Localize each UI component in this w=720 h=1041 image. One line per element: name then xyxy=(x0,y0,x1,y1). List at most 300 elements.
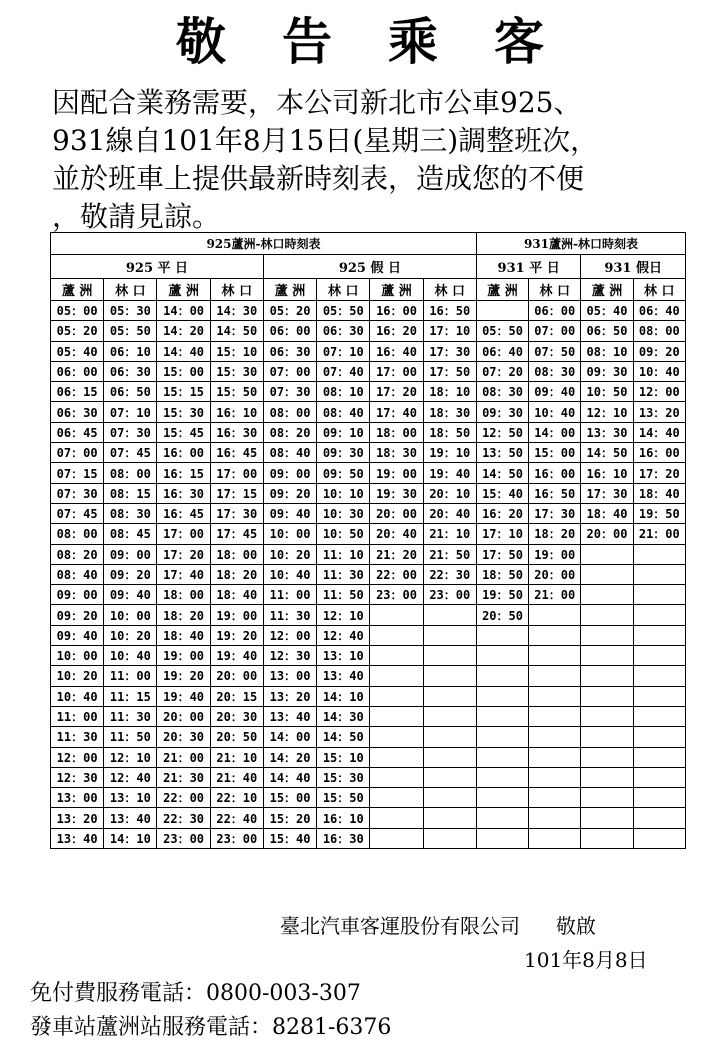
departure-time-cell xyxy=(423,788,476,808)
departure-time-cell xyxy=(476,646,528,666)
departure-time-cell xyxy=(633,564,685,584)
departure-time-cell: 13：30 xyxy=(581,422,633,442)
departure-time-cell: 19：00 xyxy=(370,463,423,483)
departure-time-cell xyxy=(633,727,685,747)
departure-time-cell: 14：30 xyxy=(210,301,263,321)
departure-time-cell xyxy=(476,788,528,808)
departure-time-cell: 18：10 xyxy=(423,382,476,402)
table-row xyxy=(51,443,686,463)
departure-time-cell: 13：00 xyxy=(51,788,104,808)
table-row xyxy=(51,564,686,584)
table-row xyxy=(51,361,686,381)
departure-time-cell: 15：20 xyxy=(263,808,316,828)
departure-time-cell: 15：50 xyxy=(210,382,263,402)
departure-time-cell: 16：10 xyxy=(581,463,633,483)
table-row xyxy=(51,524,686,544)
departure-time-cell xyxy=(476,686,528,706)
departure-time-cell xyxy=(529,788,581,808)
departure-time-cell: 20：00 xyxy=(370,503,423,523)
departure-time-cell: 14：40 xyxy=(157,341,210,361)
departure-time-cell xyxy=(423,767,476,787)
departure-time-cell: 06：15 xyxy=(51,382,104,402)
departure-time-cell: 05：40 xyxy=(581,301,633,321)
table-row xyxy=(51,747,686,767)
departure-time-cell: 14：20 xyxy=(157,321,210,341)
departure-time-cell: 11：00 xyxy=(263,585,316,605)
departure-time-cell xyxy=(423,828,476,848)
departure-time-cell xyxy=(633,828,685,848)
departure-time-cell: 21：00 xyxy=(633,524,685,544)
departure-time-cell: 20：15 xyxy=(210,686,263,706)
column-header: 林 口 xyxy=(104,279,157,301)
departure-time-cell xyxy=(423,666,476,686)
departure-time-cell: 18：20 xyxy=(210,564,263,584)
departure-time-cell: 09：20 xyxy=(104,564,157,584)
departure-time-cell: 23：00 xyxy=(423,585,476,605)
departure-time-cell: 10：30 xyxy=(317,503,370,523)
table-row xyxy=(51,402,686,422)
subgroup-931-holiday: 931 假日 xyxy=(581,255,686,279)
departure-time-cell xyxy=(529,828,581,848)
departure-time-cell: 16：15 xyxy=(157,463,210,483)
departure-time-cell: 20：50 xyxy=(210,727,263,747)
departure-time-cell: 12：00 xyxy=(51,747,104,767)
departure-time-cell: 20：50 xyxy=(476,605,528,625)
departure-time-cell xyxy=(581,564,633,584)
departure-time-cell: 18：00 xyxy=(210,544,263,564)
departure-time-cell: 15：40 xyxy=(476,483,528,503)
departure-time-cell xyxy=(370,686,423,706)
departure-time-cell: 13：20 xyxy=(633,402,685,422)
departure-time-cell: 21：30 xyxy=(157,767,210,787)
departure-time-cell xyxy=(581,767,633,787)
departure-time-cell: 17：40 xyxy=(157,564,210,584)
table-row xyxy=(51,788,686,808)
departure-time-cell: 17：20 xyxy=(370,382,423,402)
departure-time-cell: 15：15 xyxy=(157,382,210,402)
departure-time-cell xyxy=(581,747,633,767)
departure-time-cell: 22：30 xyxy=(423,564,476,584)
departure-time-cell: 12：30 xyxy=(263,646,316,666)
table-row xyxy=(51,686,686,706)
departure-time-cell: 16：30 xyxy=(317,828,370,848)
departure-time-cell: 08：30 xyxy=(529,361,581,381)
departure-time-cell: 06：00 xyxy=(263,321,316,341)
departure-time-cell: 11：30 xyxy=(263,605,316,625)
table-row xyxy=(51,321,686,341)
departure-time-cell: 13：10 xyxy=(317,646,370,666)
table-row xyxy=(51,767,686,787)
departure-time-cell: 08：15 xyxy=(104,483,157,503)
departure-time-cell: 18：50 xyxy=(476,564,528,584)
departure-time-cell: 10：20 xyxy=(104,625,157,645)
column-header: 林 口 xyxy=(210,279,263,301)
departure-time-cell: 18：40 xyxy=(581,503,633,523)
departure-time-cell: 14：00 xyxy=(263,727,316,747)
departure-time-cell: 13：00 xyxy=(263,666,316,686)
departure-time-cell: 22：30 xyxy=(157,808,210,828)
departure-time-cell: 18：30 xyxy=(423,402,476,422)
departure-time-cell: 17：45 xyxy=(210,524,263,544)
departure-time-cell: 09：20 xyxy=(51,605,104,625)
table-row xyxy=(51,625,686,645)
departure-time-cell: 15：00 xyxy=(263,788,316,808)
departure-time-cell xyxy=(581,646,633,666)
departure-time-cell: 08：30 xyxy=(104,503,157,523)
departure-time-cell: 11：00 xyxy=(51,706,104,726)
departure-time-cell: 19：20 xyxy=(210,625,263,645)
departure-time-cell: 05：20 xyxy=(51,321,104,341)
departure-time-cell xyxy=(529,727,581,747)
departure-time-cell: 06：00 xyxy=(529,301,581,321)
group-header-925: 925蘆洲-林口時刻表 xyxy=(51,233,477,255)
departure-time-cell: 16：00 xyxy=(157,443,210,463)
departure-time-cell: 21：40 xyxy=(210,767,263,787)
timetable xyxy=(50,232,686,849)
departure-time-cell: 20：00 xyxy=(581,524,633,544)
departure-time-cell: 15：45 xyxy=(157,422,210,442)
free-service-phone: 免付費服務電話：0800-003-307 xyxy=(30,981,361,1006)
departure-time-cell: 06：30 xyxy=(104,361,157,381)
table-row xyxy=(51,463,686,483)
departure-time-cell: 18：30 xyxy=(370,443,423,463)
departure-time-cell: 06：30 xyxy=(263,341,316,361)
departure-time-cell: 11：15 xyxy=(104,686,157,706)
departure-time-cell: 09：20 xyxy=(263,483,316,503)
departure-time-cell: 20：40 xyxy=(423,503,476,523)
table-row xyxy=(51,605,686,625)
departure-time-cell: 14：10 xyxy=(104,828,157,848)
departure-time-cell xyxy=(370,747,423,767)
departure-time-cell: 09：40 xyxy=(51,625,104,645)
departure-time-cell: 15：40 xyxy=(263,828,316,848)
departure-time-cell xyxy=(633,544,685,564)
departure-time-cell: 19：30 xyxy=(370,483,423,503)
departure-time-cell xyxy=(370,605,423,625)
departure-time-cell xyxy=(633,788,685,808)
column-header: 蘆 洲 xyxy=(476,279,528,301)
departure-time-cell: 12：10 xyxy=(581,402,633,422)
table-row xyxy=(51,706,686,726)
departure-time-cell: 17：00 xyxy=(370,361,423,381)
departure-time-cell xyxy=(370,666,423,686)
table-row xyxy=(51,503,686,523)
departure-time-cell xyxy=(633,747,685,767)
departure-time-cell: 09：00 xyxy=(51,585,104,605)
departure-time-cell: 10：40 xyxy=(51,686,104,706)
departure-time-cell xyxy=(581,727,633,747)
departure-time-cell xyxy=(423,727,476,747)
departure-time-cell: 09：00 xyxy=(263,463,316,483)
departure-time-cell xyxy=(581,666,633,686)
departure-time-cell: 17：50 xyxy=(423,361,476,381)
departure-time-cell: 16：10 xyxy=(317,808,370,828)
departure-time-cell: 19：50 xyxy=(476,585,528,605)
departure-time-cell: 19：00 xyxy=(210,605,263,625)
departure-time-cell: 16：30 xyxy=(157,483,210,503)
departure-time-cell: 10：00 xyxy=(263,524,316,544)
departure-time-cell: 08：20 xyxy=(51,544,104,564)
departure-time-cell: 11：00 xyxy=(104,666,157,686)
departure-time-cell xyxy=(476,747,528,767)
departure-time-cell: 21：10 xyxy=(423,524,476,544)
departure-time-cell: 21：10 xyxy=(210,747,263,767)
departure-time-cell: 09：30 xyxy=(476,402,528,422)
departure-time-cell xyxy=(370,727,423,747)
notice-line: 因配合業務需要，本公司新北市公車925、 xyxy=(52,86,582,119)
departure-time-cell: 06：30 xyxy=(317,321,370,341)
departure-time-cell: 17：50 xyxy=(476,544,528,564)
departure-time-cell: 08：40 xyxy=(51,564,104,584)
departure-time-cell xyxy=(476,706,528,726)
column-header: 蘆 洲 xyxy=(581,279,633,301)
notice-line: 並於班車上提供最新時刻表，造成您的不便 xyxy=(52,162,585,195)
departure-time-cell xyxy=(423,808,476,828)
departure-time-cell: 14：50 xyxy=(581,443,633,463)
departure-time-cell: 23：00 xyxy=(157,828,210,848)
departure-time-cell xyxy=(633,625,685,645)
notice-text xyxy=(52,84,692,236)
departure-time-cell: 08：10 xyxy=(581,341,633,361)
departure-time-cell: 08：00 xyxy=(633,321,685,341)
departure-time-cell xyxy=(529,646,581,666)
departure-time-cell: 13：40 xyxy=(104,808,157,828)
departure-time-cell: 05：50 xyxy=(476,321,528,341)
departure-time-cell xyxy=(370,808,423,828)
departure-time-cell xyxy=(423,706,476,726)
departure-time-cell: 09：40 xyxy=(263,503,316,523)
departure-time-cell: 17：10 xyxy=(476,524,528,544)
departure-time-cell: 16：00 xyxy=(370,301,423,321)
departure-time-cell: 13：20 xyxy=(51,808,104,828)
departure-time-cell: 18：20 xyxy=(157,605,210,625)
departure-time-cell: 13：20 xyxy=(263,686,316,706)
departure-time-cell: 07：10 xyxy=(317,341,370,361)
departure-time-cell: 15：10 xyxy=(210,341,263,361)
notice-line: ，敬請見諒。 xyxy=(52,200,221,233)
departure-time-cell: 20：00 xyxy=(210,666,263,686)
station-service-phone: 發車站蘆洲站服務電話：8281-6376 xyxy=(30,1015,392,1040)
departure-time-cell xyxy=(370,788,423,808)
departure-time-cell: 12：30 xyxy=(51,767,104,787)
departure-time-cell: 08：30 xyxy=(476,382,528,402)
sign-off: 敬啟 xyxy=(556,914,596,938)
departure-time-cell xyxy=(423,625,476,645)
departure-time-cell: 12：00 xyxy=(263,625,316,645)
departure-time-cell: 10：20 xyxy=(51,666,104,686)
departure-time-cell xyxy=(581,828,633,848)
column-header: 林 口 xyxy=(529,279,581,301)
departure-time-cell xyxy=(633,646,685,666)
departure-time-cell xyxy=(423,747,476,767)
departure-time-cell: 19：40 xyxy=(423,463,476,483)
column-header: 林 口 xyxy=(423,279,476,301)
departure-time-cell xyxy=(529,706,581,726)
departure-time-cell: 17：30 xyxy=(210,503,263,523)
departure-time-cell: 09：50 xyxy=(317,463,370,483)
page-title: 敬告乘客 xyxy=(176,13,600,71)
departure-time-cell: 17：30 xyxy=(423,341,476,361)
departure-time-cell: 09：30 xyxy=(581,361,633,381)
departure-time-cell: 09：00 xyxy=(104,544,157,564)
departure-time-cell: 14：10 xyxy=(317,686,370,706)
departure-time-cell: 16：00 xyxy=(529,463,581,483)
departure-time-cell: 20：40 xyxy=(370,524,423,544)
departure-time-cell: 17：20 xyxy=(157,544,210,564)
departure-time-cell: 16：20 xyxy=(476,503,528,523)
departure-time-cell: 19：20 xyxy=(157,666,210,686)
departure-time-cell: 22：00 xyxy=(157,788,210,808)
departure-time-cell xyxy=(633,767,685,787)
departure-time-cell: 12：40 xyxy=(317,625,370,645)
departure-time-cell: 23：00 xyxy=(370,585,423,605)
departure-time-cell: 07：30 xyxy=(51,483,104,503)
departure-time-cell: 07：15 xyxy=(51,463,104,483)
table-row xyxy=(51,666,686,686)
departure-time-cell: 10：40 xyxy=(104,646,157,666)
departure-time-cell: 17：00 xyxy=(210,463,263,483)
departure-time-cell xyxy=(476,808,528,828)
column-header: 蘆 洲 xyxy=(51,279,104,301)
departure-time-cell: 06：50 xyxy=(104,382,157,402)
departure-time-cell xyxy=(529,625,581,645)
departure-time-cell: 17：30 xyxy=(529,503,581,523)
table-row xyxy=(51,544,686,564)
departure-time-cell: 22：10 xyxy=(210,788,263,808)
departure-time-cell: 17：00 xyxy=(157,524,210,544)
departure-time-cell: 18：40 xyxy=(633,483,685,503)
departure-time-cell: 11：50 xyxy=(317,585,370,605)
subgroup-925-weekday: 925 平 日 xyxy=(51,255,264,279)
departure-time-cell: 08：45 xyxy=(104,524,157,544)
departure-time-cell xyxy=(423,646,476,666)
departure-time-cell: 18：50 xyxy=(423,422,476,442)
departure-time-cell: 22：00 xyxy=(370,564,423,584)
departure-time-cell: 19：00 xyxy=(157,646,210,666)
departure-time-cell: 10：50 xyxy=(317,524,370,544)
departure-time-cell: 14：40 xyxy=(633,422,685,442)
table-row xyxy=(51,808,686,828)
departure-time-cell: 07：50 xyxy=(529,341,581,361)
departure-time-cell xyxy=(370,625,423,645)
departure-time-cell: 07：40 xyxy=(317,361,370,381)
column-header: 林 口 xyxy=(317,279,370,301)
departure-time-cell: 10：40 xyxy=(263,564,316,584)
table-row xyxy=(51,646,686,666)
departure-time-cell: 20：30 xyxy=(157,727,210,747)
departure-time-cell: 08：20 xyxy=(263,422,316,442)
departure-time-cell: 10：10 xyxy=(317,483,370,503)
departure-time-cell: 20：00 xyxy=(157,706,210,726)
table-row xyxy=(51,828,686,848)
departure-time-cell: 07：00 xyxy=(529,321,581,341)
departure-time-cell: 11：10 xyxy=(317,544,370,564)
departure-time-cell: 16：45 xyxy=(210,443,263,463)
departure-time-cell: 16：50 xyxy=(529,483,581,503)
departure-time-cell: 13：40 xyxy=(263,706,316,726)
departure-time-cell xyxy=(529,808,581,828)
departure-time-cell: 12：50 xyxy=(476,422,528,442)
departure-time-cell: 05：50 xyxy=(104,321,157,341)
departure-time-cell xyxy=(529,747,581,767)
departure-time-cell xyxy=(581,605,633,625)
subgroup-925-holiday: 925 假 日 xyxy=(263,255,476,279)
departure-time-cell: 20：00 xyxy=(529,564,581,584)
departure-time-cell xyxy=(581,788,633,808)
departure-time-cell: 20：10 xyxy=(423,483,476,503)
departure-time-cell xyxy=(476,625,528,645)
table-row xyxy=(51,422,686,442)
table-row xyxy=(51,585,686,605)
departure-time-cell: 13：40 xyxy=(51,828,104,848)
departure-time-cell: 10：40 xyxy=(633,361,685,381)
column-header: 蘆 洲 xyxy=(370,279,423,301)
departure-time-cell: 09：40 xyxy=(104,585,157,605)
departure-time-cell: 17：10 xyxy=(423,321,476,341)
departure-time-cell: 15：30 xyxy=(210,361,263,381)
departure-time-cell: 07：10 xyxy=(104,402,157,422)
departure-time-cell: 19：50 xyxy=(633,503,685,523)
departure-time-cell: 19：40 xyxy=(210,646,263,666)
departure-time-cell: 06：50 xyxy=(581,321,633,341)
column-header: 蘆 洲 xyxy=(263,279,316,301)
departure-time-cell: 15：10 xyxy=(317,747,370,767)
departure-time-cell: 16：10 xyxy=(210,402,263,422)
departure-time-cell: 16：50 xyxy=(423,301,476,321)
departure-time-cell: 14：50 xyxy=(317,727,370,747)
column-header: 林 口 xyxy=(633,279,685,301)
departure-time-cell: 14：50 xyxy=(476,463,528,483)
departure-time-cell: 18：20 xyxy=(529,524,581,544)
departure-time-cell: 15：50 xyxy=(317,788,370,808)
departure-time-cell: 21：50 xyxy=(423,544,476,564)
departure-time-cell: 19：40 xyxy=(157,686,210,706)
departure-time-cell: 07：00 xyxy=(263,361,316,381)
departure-time-cell: 12：10 xyxy=(317,605,370,625)
departure-time-cell: 05：30 xyxy=(104,301,157,321)
departure-time-cell: 06：10 xyxy=(104,341,157,361)
departure-time-cell: 09：30 xyxy=(317,443,370,463)
departure-time-cell xyxy=(581,808,633,828)
departure-time-cell: 09：40 xyxy=(529,382,581,402)
departure-time-cell xyxy=(633,808,685,828)
departure-time-cell: 22：40 xyxy=(210,808,263,828)
departure-time-cell: 16：30 xyxy=(210,422,263,442)
departure-time-cell: 16：00 xyxy=(633,443,685,463)
departure-time-cell xyxy=(476,666,528,686)
departure-time-cell xyxy=(370,646,423,666)
company-signature xyxy=(280,910,596,939)
departure-time-cell xyxy=(581,585,633,605)
departure-time-cell: 18：00 xyxy=(370,422,423,442)
departure-time-cell: 14：50 xyxy=(210,321,263,341)
departure-time-cell: 08：10 xyxy=(317,382,370,402)
departure-time-cell: 17：40 xyxy=(370,402,423,422)
departure-time-cell: 15：30 xyxy=(157,402,210,422)
departure-time-cell: 05：50 xyxy=(317,301,370,321)
departure-time-cell: 07：00 xyxy=(51,443,104,463)
notice-line: 931線自101年8月15日(星期三)調整班次， xyxy=(52,124,599,157)
departure-time-cell: 06：40 xyxy=(633,301,685,321)
departure-time-cell: 12：10 xyxy=(104,747,157,767)
departure-time-cell: 15：00 xyxy=(529,443,581,463)
departure-time-cell: 07：30 xyxy=(263,382,316,402)
departure-time-cell: 07：20 xyxy=(476,361,528,381)
departure-time-cell: 06：45 xyxy=(51,422,104,442)
departure-time-cell: 14：00 xyxy=(529,422,581,442)
departure-time-cell: 16：40 xyxy=(370,341,423,361)
departure-time-cell xyxy=(633,666,685,686)
